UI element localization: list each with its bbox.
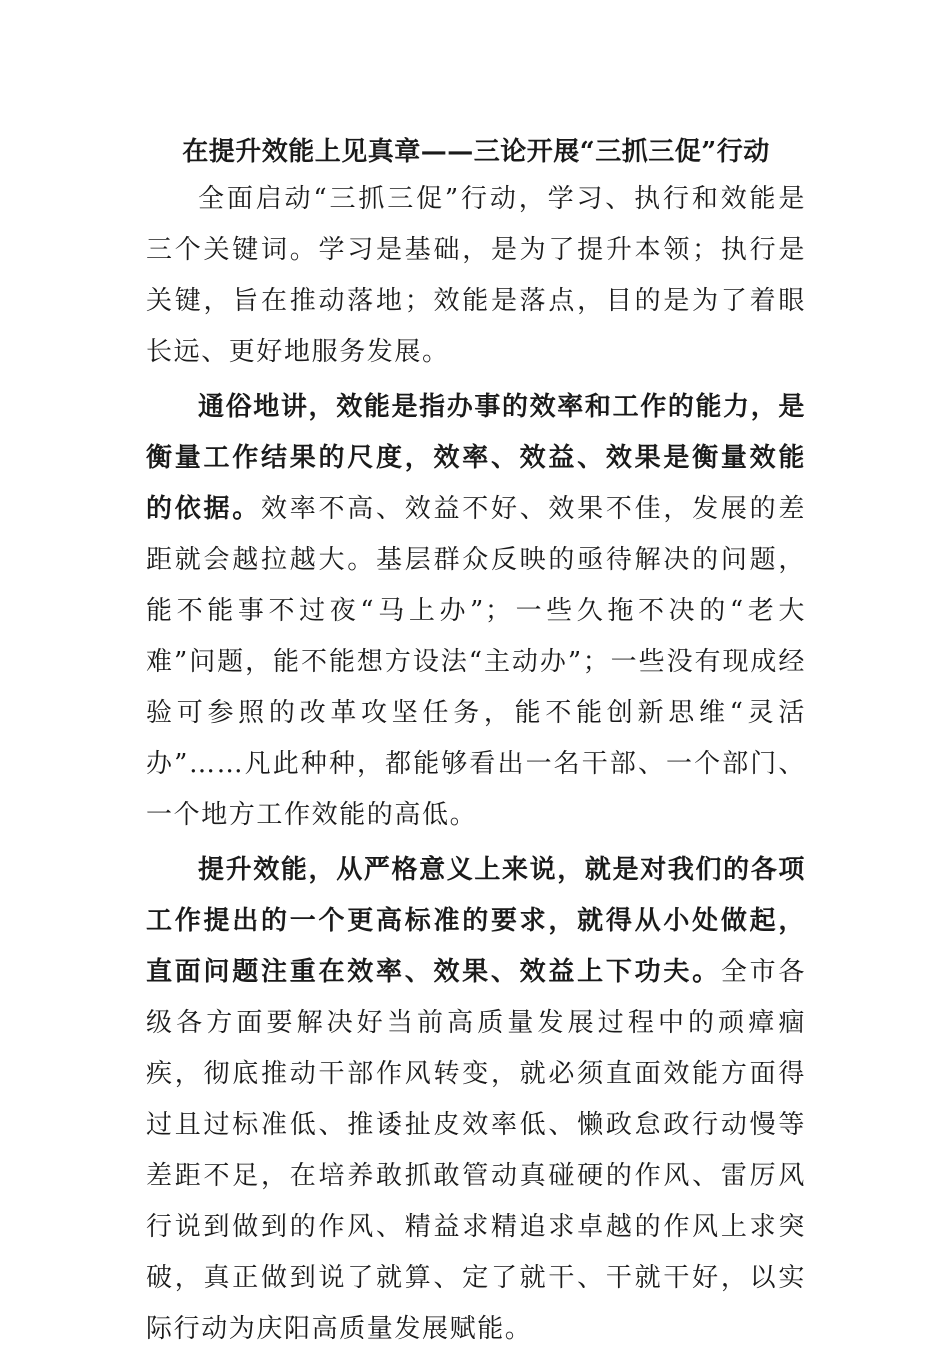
paragraph-3-lead: 提升效能，从严格意义上来说，就是对我们的各项工作提出的一个更高标准的要求，就得从小处做起，直面问题注重在效率、效果、效益上下功夫。 (146, 855, 806, 987)
paragraph-1-text: 全面启动“三抓三促”行动，学习、执行和效能是三个关键词。学习是基础，是为了提升本领；执行是关键，旨在推动落地；效能是落点，目的是为了着眼长远、更好地服务发展。 (146, 184, 806, 367)
document-title: 在提升效能上见真章——三论开展“三抓三促”行动 (182, 137, 770, 167)
paragraph-1 (146, 174, 806, 378)
paragraph-3 (146, 845, 806, 1355)
paragraph-2-lead: 通俗地讲，效能是指办事的效率和工作的能力，是衡量工作结果的尺度，效率、效益、效果是衡量效能的依据。 (146, 392, 806, 524)
paragraph-2-text: 效率不高、效益不好、效果不佳，发展的差距就会越拉越大。基层群众反映的亟待解决的问题，能不能事不过夜“马上办”；一些久拖不决的“老大难”问题，能不能想方设法“主动办”；一些没有现成经验可参照的改革攻坚任务，能不能创新思维“灵活办”……凡此种种，都能够看出一名干部、一个部门、一个地方工作效能的高低。 (146, 494, 806, 830)
paragraph-3-text: 全市各级各方面要解决好当前高质量发展过程中的顽瘴痼疾，彻底推动干部作风转变，就必须直面效能方面得过且过标准低、推诿扯皮效率低、懒政怠政行动慢等差距不足，在培养敢抓敢管动真碰硬的作风、雷厉风行说到做到的作风、精益求精追求卓越的作风上求突破，真正做到说了就算、定了就干、干就干好，以实际行动为庆阳高质量发展赋能。 (146, 957, 806, 1344)
document-body (146, 174, 806, 1355)
paragraph-2 (146, 382, 806, 841)
